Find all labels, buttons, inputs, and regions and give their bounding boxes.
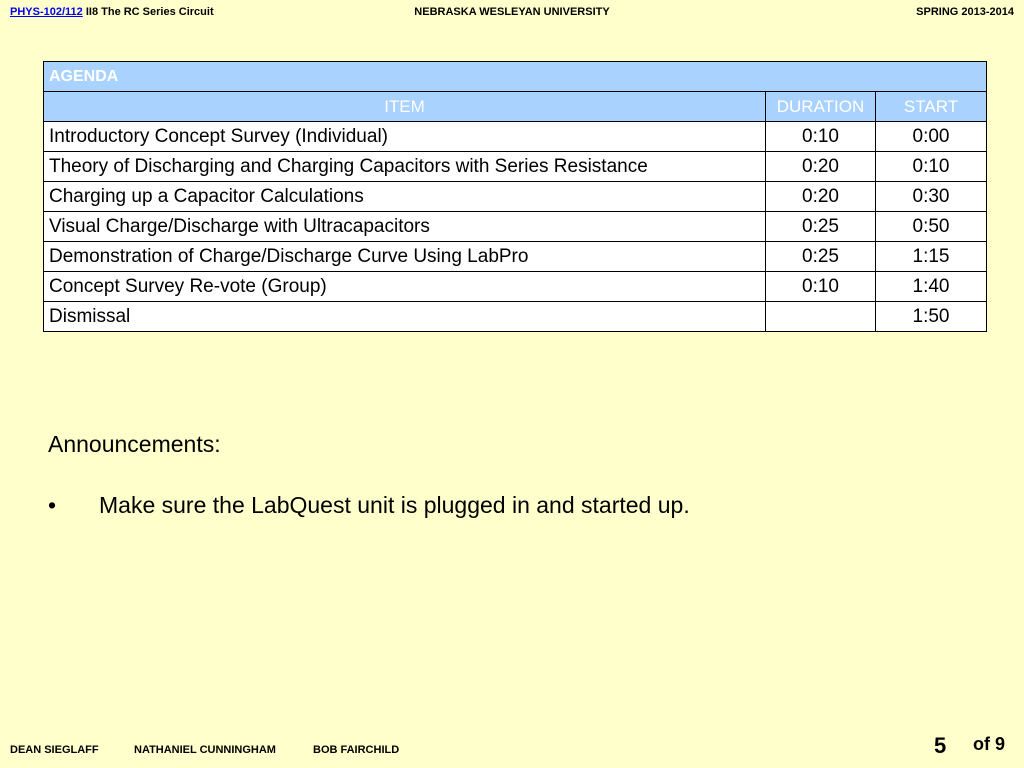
agenda-duration: 0:25 [766, 242, 876, 272]
bullet-marker: • [48, 492, 57, 518]
agenda-title: AGENDA [44, 62, 987, 92]
column-header-start: START [876, 92, 987, 122]
agenda-duration: 0:10 [766, 122, 876, 152]
agenda-item: Visual Charge/Discharge with Ultracapacitors [44, 212, 766, 242]
table-row [44, 302, 987, 332]
announcements-heading: Announcements: [48, 431, 221, 457]
agenda-start: 1:40 [876, 272, 987, 302]
author-name: DEAN SIEGLAFF [10, 744, 99, 756]
agenda-table [43, 61, 987, 332]
agenda-item: Dismissal [44, 302, 766, 332]
agenda-duration: 0:25 [766, 212, 876, 242]
term-label: SPRING 2013-2014 [916, 6, 1014, 18]
agenda-item: Demonstration of Charge/Discharge Curve Using LabPro [44, 242, 766, 272]
column-header-row [44, 92, 987, 122]
table-row [44, 152, 987, 182]
agenda-item: Charging up a Capacitor Calculations [44, 182, 766, 212]
agenda-title-row [44, 62, 987, 92]
table-row [44, 212, 987, 242]
agenda-start: 1:15 [876, 242, 987, 272]
header-course-title [10, 6, 214, 18]
column-header-item: ITEM [44, 92, 766, 122]
agenda-start: 0:30 [876, 182, 987, 212]
column-header-duration: DURATION [766, 92, 876, 122]
announcement-text: Make sure the LabQuest unit is plugged in and started up. [99, 492, 690, 518]
agenda-start: 1:50 [876, 302, 987, 332]
agenda-item: Theory of Discharging and Charging Capacitors with Series Resistance [44, 152, 766, 182]
agenda-start: 0:50 [876, 212, 987, 242]
agenda-duration: 0:10 [766, 272, 876, 302]
table-row [44, 182, 987, 212]
announcement-item [48, 492, 690, 519]
page-total: of 9 [973, 734, 1006, 754]
table-row [44, 122, 987, 152]
agenda-start: 0:10 [876, 152, 987, 182]
agenda-start: 0:00 [876, 122, 987, 152]
agenda-duration: 0:20 [766, 152, 876, 182]
page-number: 5 [934, 733, 947, 758]
course-link[interactable]: PHYS-102/112 [10, 6, 83, 18]
university-name: NEBRASKA WESLEYAN UNIVERSITY [414, 6, 610, 18]
lesson-title: II8 The RC Series Circuit [85, 6, 214, 18]
author-name: NATHANIEL CUNNINGHAM [134, 744, 276, 756]
author-name: BOB FAIRCHILD [313, 744, 400, 756]
table-row [44, 272, 987, 302]
agenda-item: Concept Survey Re-vote (Group) [44, 272, 766, 302]
table-row [44, 242, 987, 272]
agenda-duration [766, 302, 876, 332]
agenda-duration: 0:20 [766, 182, 876, 212]
agenda-item: Introductory Concept Survey (Individual) [44, 122, 766, 152]
